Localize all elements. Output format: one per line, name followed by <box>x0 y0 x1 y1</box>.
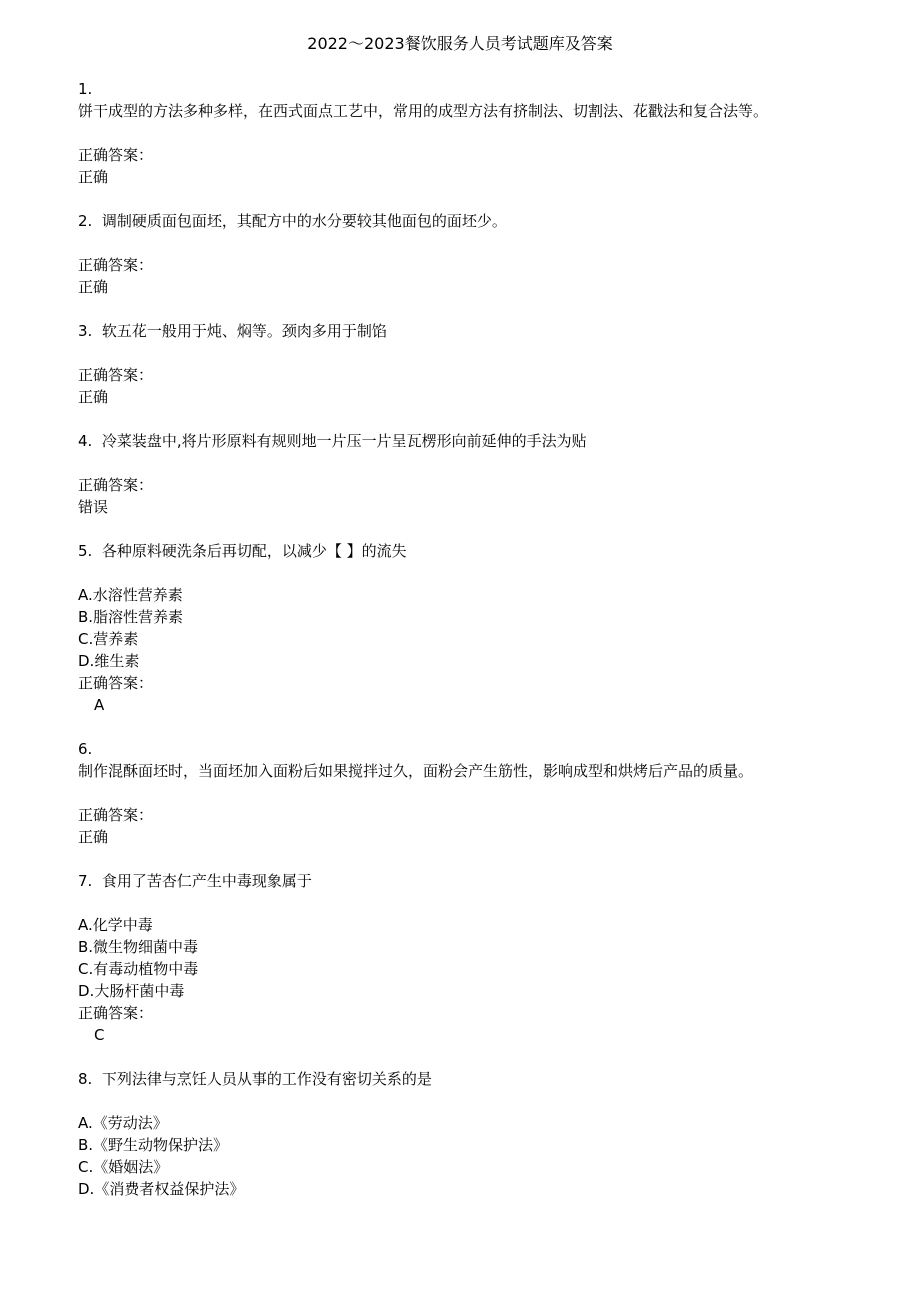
answer-value: 正确 <box>78 388 109 406</box>
question-stem: 食用了苦杏仁产生中毒现象属于 <box>101 872 312 890</box>
answer-value: 错误 <box>78 498 109 516</box>
question-number: 5. <box>78 542 93 560</box>
answer-label: 正确答案： <box>78 476 154 494</box>
answer-value: 正确 <box>78 278 109 296</box>
question-stem: 软五花一般用于炖、焖等。颈肉多用于制馅 <box>101 322 387 340</box>
answer-label: 正确答案： <box>78 366 154 384</box>
question-number: 8. <box>78 1070 93 1088</box>
answer-label: 正确答案： <box>78 1004 154 1022</box>
question-3 <box>78 320 848 430</box>
option-d: D.大肠杆菌中毒 <box>78 982 185 1000</box>
option-a: A.化学中毒 <box>78 916 153 934</box>
answer-value: A <box>94 696 105 714</box>
answer-value: C <box>94 1026 105 1044</box>
question-5 <box>78 540 848 738</box>
answer-value: 正确 <box>78 168 109 186</box>
option-a: A.水溶性营养素 <box>78 586 183 604</box>
option-b: B.微生物细菌中毒 <box>78 938 199 956</box>
answer-label: 正确答案： <box>78 256 154 274</box>
question-stem: 调制硬质面包面坯，其配方中的水分要较其他面包的面坯少。 <box>101 212 507 230</box>
answer-label: 正确答案： <box>78 806 154 824</box>
question-number: 1. <box>78 80 93 98</box>
question-stem: 制作混酥面坯时，当面坯加入面粉后如果搅拌过久，面粉会产生筋性，影响成型和烘烤后产品的质量。 <box>78 762 754 780</box>
answer-label: 正确答案： <box>78 146 154 164</box>
question-4 <box>78 430 848 540</box>
question-stem: 各种原料硬洗条后再切配，以减少【 】的流失 <box>101 542 407 560</box>
question-number: 3. <box>78 322 93 340</box>
option-b: B.《野生动物保护法》 <box>78 1136 229 1154</box>
question-number: 6. <box>78 740 93 758</box>
answer-value: 正确 <box>78 828 109 846</box>
question-stem: 下列法律与烹饪人员从事的工作没有密切关系的是 <box>101 1070 432 1088</box>
question-number: 4. <box>78 432 93 450</box>
option-c: C.有毒动植物中毒 <box>78 960 199 978</box>
option-d: D.《消费者权益保护法》 <box>78 1180 245 1198</box>
option-d: D.维生素 <box>78 652 140 670</box>
question-2 <box>78 210 848 320</box>
option-b: B.脂溶性营养素 <box>78 608 184 626</box>
answer-label: 正确答案： <box>78 674 154 692</box>
question-number: 7. <box>78 872 93 890</box>
question-1 <box>78 78 848 210</box>
option-a: A.《劳动法》 <box>78 1114 168 1132</box>
question-stem: 冷菜装盘中,将片形原料有规则地一片压一片呈瓦楞形向前延伸的手法为贴 <box>101 432 587 450</box>
document-title: 2022～2023餐饮服务人员考试题库及答案 <box>307 34 613 53</box>
option-c: C.营养素 <box>78 630 139 648</box>
question-list <box>78 78 848 1200</box>
question-7 <box>78 870 848 1068</box>
option-c: C.《婚姻法》 <box>78 1158 169 1176</box>
question-6 <box>78 738 848 870</box>
question-8 <box>78 1068 848 1200</box>
question-stem: 饼干成型的方法多种多样，在西式面点工艺中，常用的成型方法有挤制法、切割法、花戳法和复合法等。 <box>78 102 769 120</box>
question-number: 2. <box>78 212 93 230</box>
